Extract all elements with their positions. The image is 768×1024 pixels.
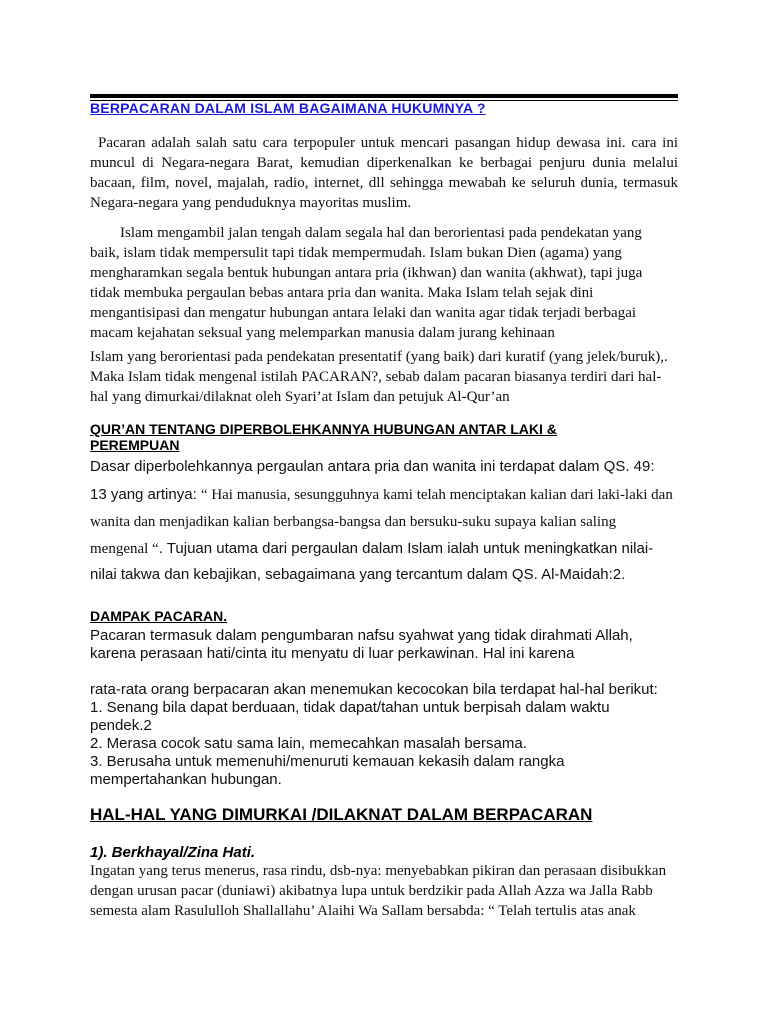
list-item: rata-rata orang berpacaran akan menemukan kecocokan bila terdapat hal-hal berikut:	[90, 681, 658, 698]
text-span: 13 yang artinya:	[90, 486, 201, 503]
text-line: karena perasaan hati/cinta itu menyatu di luar perkawinan. Hal ini karena	[90, 645, 575, 662]
heading-dimurkai: HAL-HAL YANG DIMURKAI /DILAKNAT DALAM BERPACARAN	[90, 805, 593, 824]
heading-dampak: DAMPAK PACARAN.	[90, 608, 228, 624]
document-title: BERPACARAN DALAM ISLAM BAGAIMANA HUKUMNYA ?	[90, 100, 486, 116]
list-item: 2. Merasa cocok satu sama lain, memecahkan masalah bersama.	[90, 735, 527, 752]
text-line: mengantisipasi dan mengatur hubungan antara lelaki dan wanita agar tidak terjadi berbagai	[90, 305, 637, 321]
text-line: baik, islam tidak mempersulit tapi tidak mempermudah. Islam bukan Dien (agama) yang	[90, 245, 622, 261]
list-item: pendek.2	[90, 717, 152, 734]
text-line: Dasar diperbolehkannya pergaulan antara pria dan wanita ini terdapat dalam QS. 49:	[90, 458, 655, 475]
paragraph-orientation	[90, 347, 678, 407]
list-item: 3. Berusaha untuk memenuhi/menuruti kemauan kekasih dalam rangka	[90, 753, 565, 770]
heading-line: PEREMPUAN	[90, 437, 180, 453]
text-line: Ingatan yang terus menerus, rasa rindu, dsb-nya: menyebabkan pikiran dan perasaan disibukkan	[90, 863, 667, 879]
text-line	[90, 537, 678, 561]
text-line: macam kejahatan seksual yang melemparkan manusia dalam jurang kehinaan	[90, 325, 555, 341]
list-item: mempertahankan hubungan.	[90, 771, 282, 788]
paragraph-islam-middle	[90, 223, 678, 343]
paragraph-quran	[90, 455, 678, 587]
text-line: Islam mengambil jalan tengah dalam segala hal dan berorientasi pada pendekatan yang	[120, 225, 642, 241]
text-line: dengan urusan pacar (duniawi) akibatnya lupa untuk berdzikir pada Allah Azza wa Jalla Rabb	[90, 883, 653, 899]
list-item: 1. Senang bila dapat berduaan, tidak dapat/tahan untuk berpisah dalam waktu	[90, 699, 610, 716]
quote-span: “ Hai manusia, sesungguhnya kami telah menciptakan kalian dari laki-laki dan	[200, 487, 673, 503]
text-line: mengharamkan segala bentuk hubungan antara pria (ikhwan) dan wanita (akhwat), tapi juga	[90, 265, 643, 281]
text-line: hal yang dimurkai/dilaknat oleh Syari’at Islam dan petujuk Al-Qur’an	[90, 389, 510, 405]
paragraph-intro: Pacaran adalah salah satu cara terpopuler untuk mencari pasangan hidup dewasa ini. cara ini muncul di Negara-negara Barat, kemudian diperkenalkan ke berbagai penjuru dunia melalui bacaan, film, novel, majalah, radio, internet, dll sehingga mewabah ke seluruh dunia, termasuk Negara-negara yang penduduknya mayoritas muslim.	[90, 135, 678, 211]
text-line: Maka Islam tidak mengenal istilah PACARAN?, sebab dalam pacaran biasanya terdiri dari hal-	[90, 369, 662, 385]
text-line: semesta alam Rasululloh Shallallahu’ Alaihi Wa Sallam bersabda: “ Telah tertulis atas anak	[90, 903, 636, 919]
list-berpacaran	[90, 681, 678, 789]
text-line	[90, 483, 678, 507]
quote-span: mengenal “	[90, 541, 159, 557]
text-line: Pacaran termasuk dalam pengumbaran nafsu syahwat yang tidak dirahmati Allah,	[90, 627, 633, 644]
quote-line: wanita dan menjadikan kalian berbangsa-bangsa dan bersuku-suku supaya kalian saling	[90, 514, 617, 530]
heading-line: QUR’AN TENTANG DIPERBOLEHKANNYA HUBUNGAN ANTAR LAKI &	[90, 421, 557, 437]
text-line: tidak membuka pergaulan bebas antara pria dan wanita. Maka Islam telah sejak dini	[90, 285, 594, 301]
paragraph-dampak	[90, 627, 678, 663]
paragraph-zina-hati	[90, 861, 678, 921]
text-line: nilai takwa dan kebajikan, sebagaimana yang tercantum dalam QS. Al-Maidah:2.	[90, 566, 626, 583]
top-rule-thick	[90, 94, 678, 98]
text-line: Islam yang berorientasi pada pendekatan presentatif (yang baik) dari kuratif (yang jelek/buruk),.	[90, 349, 668, 365]
text-span: . Tujuan utama dari pergaulan dalam Islam ialah untuk meningkatkan nilai-	[158, 540, 654, 557]
heading-zina-hati: 1). Berkhayal/Zina Hati.	[90, 844, 256, 861]
heading-quran	[90, 421, 678, 453]
